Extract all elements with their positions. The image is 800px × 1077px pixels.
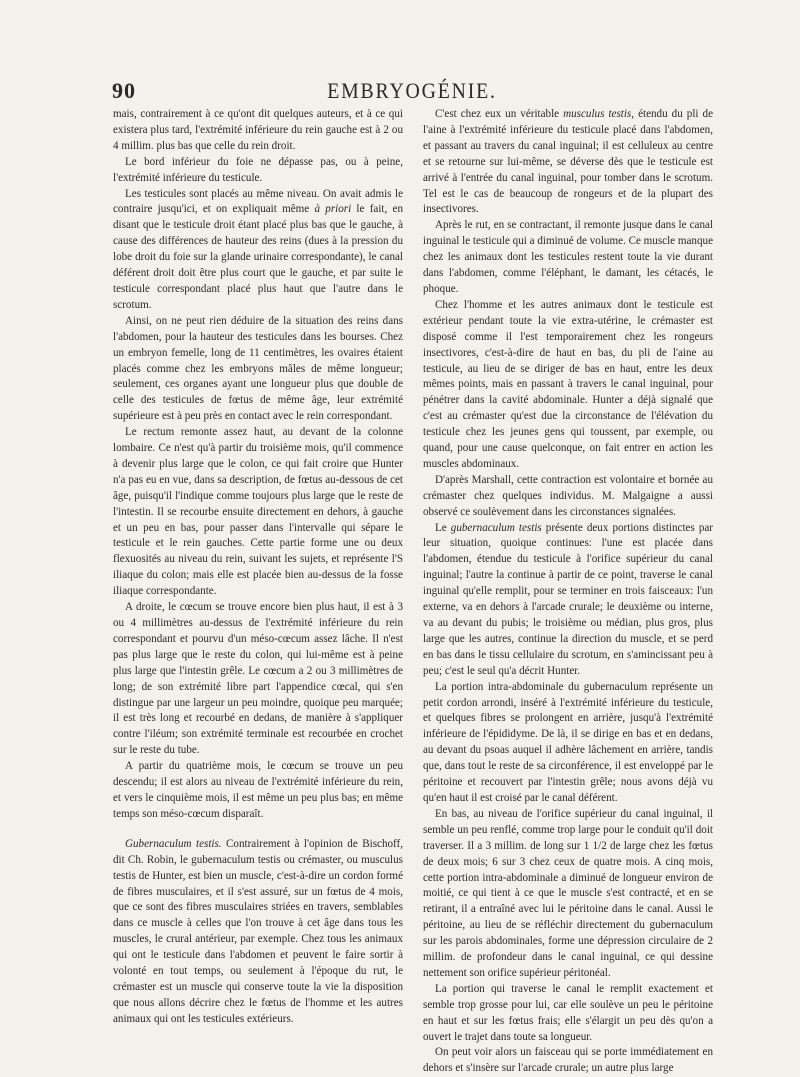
text-run: Le [435,521,451,534]
italic-text: gubernaculum testis [450,521,542,534]
page-header [112,78,712,108]
paragraph: La portion intra-abdominale du gubernaculum représente un petit cordon arrondi, inséré à l'extrémité inférieure du testicule, et quelques fibres se prolongent en arrière, jusqu'à l'extrémité inférieure de l'épididyme. De là, il se dirige en bas et en dedans, au devant du psoas auquel il adhère lâchement en arrière, tandis que, dans tout le reste de sa circonférence, il est enveloppé par le péritoine et recouvert par l'intestin grêle; nous avons déjà vu qu'en haut il est croisé par le canal déférent. [423,680,713,804]
paragraph: Après le rut, en se contractant, il remonte jusque dans le canal inguinal le testicule qui a diminué de volume. Ce muscle manque chez les animaux dont les testicules restent toute la vie durant dans l'abdomen, comme l'éléphant, le damant, les cétacés, le phoque. [423,219,713,295]
page-number: 90 [112,78,136,103]
running-head: EMBRYOGÉNIE. [327,78,497,103]
paragraph: D'après Marshall, cette contraction est volontaire et bornée au crémaster chez quelques individus. M. Malgaigne a aussi observé ce soulèvement dans les circonstances signalées. [423,473,713,518]
text-run: C'est chez eux un véritable [435,108,564,120]
paragraph: Ainsi, on ne peut rien déduire de la situation des reins dans l'abdomen, pour la hauteur des testicules dans les bourses. Chez un embryon femelle, long de 11 centimètres, les ovaires étaient placés comme chez les embryons mâles de même longueur; seulement, ces organes ayant une longueur plus que double de celle des testicules de fœtus de même âge, leur extrémité supérieure est à peu près en contact avec le rein correspondant. [113,314,403,423]
paragraph: Le bord inférieur du foie ne dépasse pas, ou à peine, l'extrémité inférieure du testicule. [113,155,403,184]
text-run: Les testicules sont placés au même niveau. On avait admis le contraire jusqu'ici, et on expliquait même [113,187,403,216]
paragraph [423,521,713,680]
paragraph [113,187,403,314]
italic-text: à priori [314,203,352,216]
italic-text: musculus testis [563,108,632,120]
paragraph: La portion qui traverse le canal le remplit exactement et semble trop grosse pour lui, car elle soulève un peu le péritoine en haut et sur les fœtus frais; elle s'élargit un peu dès qu'on a ouvert le trajet dans toute sa longueur. [423,982,713,1043]
left-column [113,107,403,1028]
paragraph: A partir du quatrième mois, le cœcum se trouve un peu descendu; il est alors au niveau de l'extrémité inférieure du rein, et vers le cinquième mois, il est même un peu plus bas; en même temps son méso-cœcum disparaît. [113,760,403,820]
right-column [423,107,713,1077]
paragraph: Chez l'homme et les autres animaux dont le testicule est extérieur pendant toute la vie extra-utérine, le crémaster est disposé comme il l'est temporairement chez les rongeurs insectivores, c'est-à-dire de haut en bas, du pli de l'aine au testicule, au lieu de se diriger de bas en haut, entre les deux mêmes points, mais en passant à travers le canal inguinal, pour pénétrer dans la cavité abdominale. Hunter a déjà signalé que c'est au crémaster qu'est due la circonstance de l'élévation du testicule chez les jeunes gens qui toussent, par exemple, ou quand, pour une cause quelconque, on fait entrer en action les muscles abdominaux. [423,298,713,470]
paragraph [423,107,713,218]
paragraph: On peut voir alors un faisceau qui se porte immédiatement en dehors et s'insère sur l'arcade crurale; un autre plus large [423,1046,713,1075]
paragraph: mais, contrairement à ce qu'ont dit quelques auteurs, et à ce qui existera plus tard, l'extrémité inférieure du rein gauche est à 2 ou 4 millim. plus bas que celle du rein droit. [113,108,403,152]
text-run: Contrairement à l'opinion de Bischoff, dit Ch. Robin, le gubernaculum testis ou crémaster, ou musculus testis de Hunter, est bien un muscle, c'est-à-dire un cordon formé de fibres musculaires, et il s'est assuré, sur un fœtus de 4 mois, que ce sont des fibres musculaires striées en travers, semblables dans ce muscle à celles que l'on trouve à cet âge dans tous les muscles, le crural antérieur, par exemple. Chez tous les animaux qui ont le testicule dans l'abdomen et peuvent le faire sortir à volonté en tout temps, ou seulement à l'époque du rut, le crémaster est un muscle qui conserve toute la vie la disposition que nous allons décrire chez le fœtus de l'homme et les autres animaux qui ont les testicules extérieurs. [113,837,403,1025]
text-run: présente deux portions distinctes par leur situation, quoique continues: l'une est placée dans l'abdomen, étendue du testicule à l'orifice supérieur du canal inguinal; l'autre la continue à partir de ce point, traverse le canal inguinal qu'elle remplit, pour se terminer en trois faisceaux: l'un externe, va en dehors à l'arcade crurale; le deuxième ou interne, va au devant du pubis; le troisième ou médian, plus gros, plus large que les autres, continue la direction du muscle, et se perd en bas dans le tissu cellulaire du scrotum, en s'amincissant peu à peu; c'est le seul qu'a décrit Hunter. [423,521,713,677]
paragraph: En bas, au niveau de l'orifice supérieur du canal inguinal, il semble un peu renflé, comme trop large pour le conduit qu'il doit traverser. Il a 3 millim. de long sur 1 1/2 de large chez les fœtus de deux mois; 6 sur 3 chez ceux de quatre mois. A cinq mois, cette portion intra-abdominale a diminué de longueur environ de moitié, ce qui tient à ce que le muscle s'est contracté, et en se retirant, il a entraîné avec lui le péritoine dans le canal. Aussi le péritoine, au lieu de se réfléchir directement du gubernaculum sur les parois abdominales, forme une dépression circulaire de 2 millim. de profondeur dans le canal inguinal, ce qui dessine nettement son orifice supérieur péritonéal. [423,807,713,979]
section-heading: Gubernaculum testis. [125,837,222,850]
text-run: , étendu du pli de l'aine à l'extrémité inférieure du testicule placé dans l'abdomen, et passant au travers du canal inguinal; il est celluleux au centre et se retourne sur lui-même, se déverse dès que le testicule est arrivé à l'entrée du canal inguinal, pour tomber dans le scrotum. Tel est le cas de beaucoup de rongeurs et de la plupart des insectivores. [423,108,714,216]
text-run: le fait, en disant que le testicule droit étant placé plus bas que le gauche, à cause des différences de hauteur des reins (dues à la pression du lobe droit du foie sur la glande urinaire correspondante), le canal déférent droit doit être plus court que le gauche, et par suite le testicule correspondant placé plus haut que l'autre dans le scrotum. [113,203,403,311]
paragraph: A droite, le cœcum se trouve encore bien plus haut, il est à 3 ou 4 millimètres au-dessus de l'extrémité inférieure du rein correspondant et pourvu d'un méso-cœcum assez lâche. Il n'est pas plus large que le reste du colon, qui lui-même est à peine plus large que l'intestin grêle. Le cœcum a 2 ou 3 millimètres de long; de son extrémité libre part l'appendice cœcal, qui s'en distingue par une largeur un peu moindre, quoique peu marquée; il est très long et recourbé en dedans, de manière à s'appliquer contre l'iléum; son extrémité terminale est recourbée en crochet sur le reste du tube. [113,601,403,757]
paragraph [113,837,403,1028]
paragraph: Le rectum remonte assez haut, au devant de la colonne lombaire. Ce n'est qu'à partir du troisième mois, qu'il commence à devenir plus large que le colon, ce qui fait croire que Hunter n'a pas eu en vue, dans sa description, de fœtus au-dessous de cet âge, puisqu'il l'indique comme toujours plus large que le reste de l'intestin. Il se recourbe ensuite directement en dehors, à gauche et un peu en bas, pour passer dans l'intervalle qui sépare le testicule et le rein gauches. Cette partie forme une ou deux flexuosités au niveau du rein, suivant les sujets, et représente l'S iliaque du colon; mais elle est placée bien au-dessus de la fosse iliaque correspondante. [113,426,403,598]
